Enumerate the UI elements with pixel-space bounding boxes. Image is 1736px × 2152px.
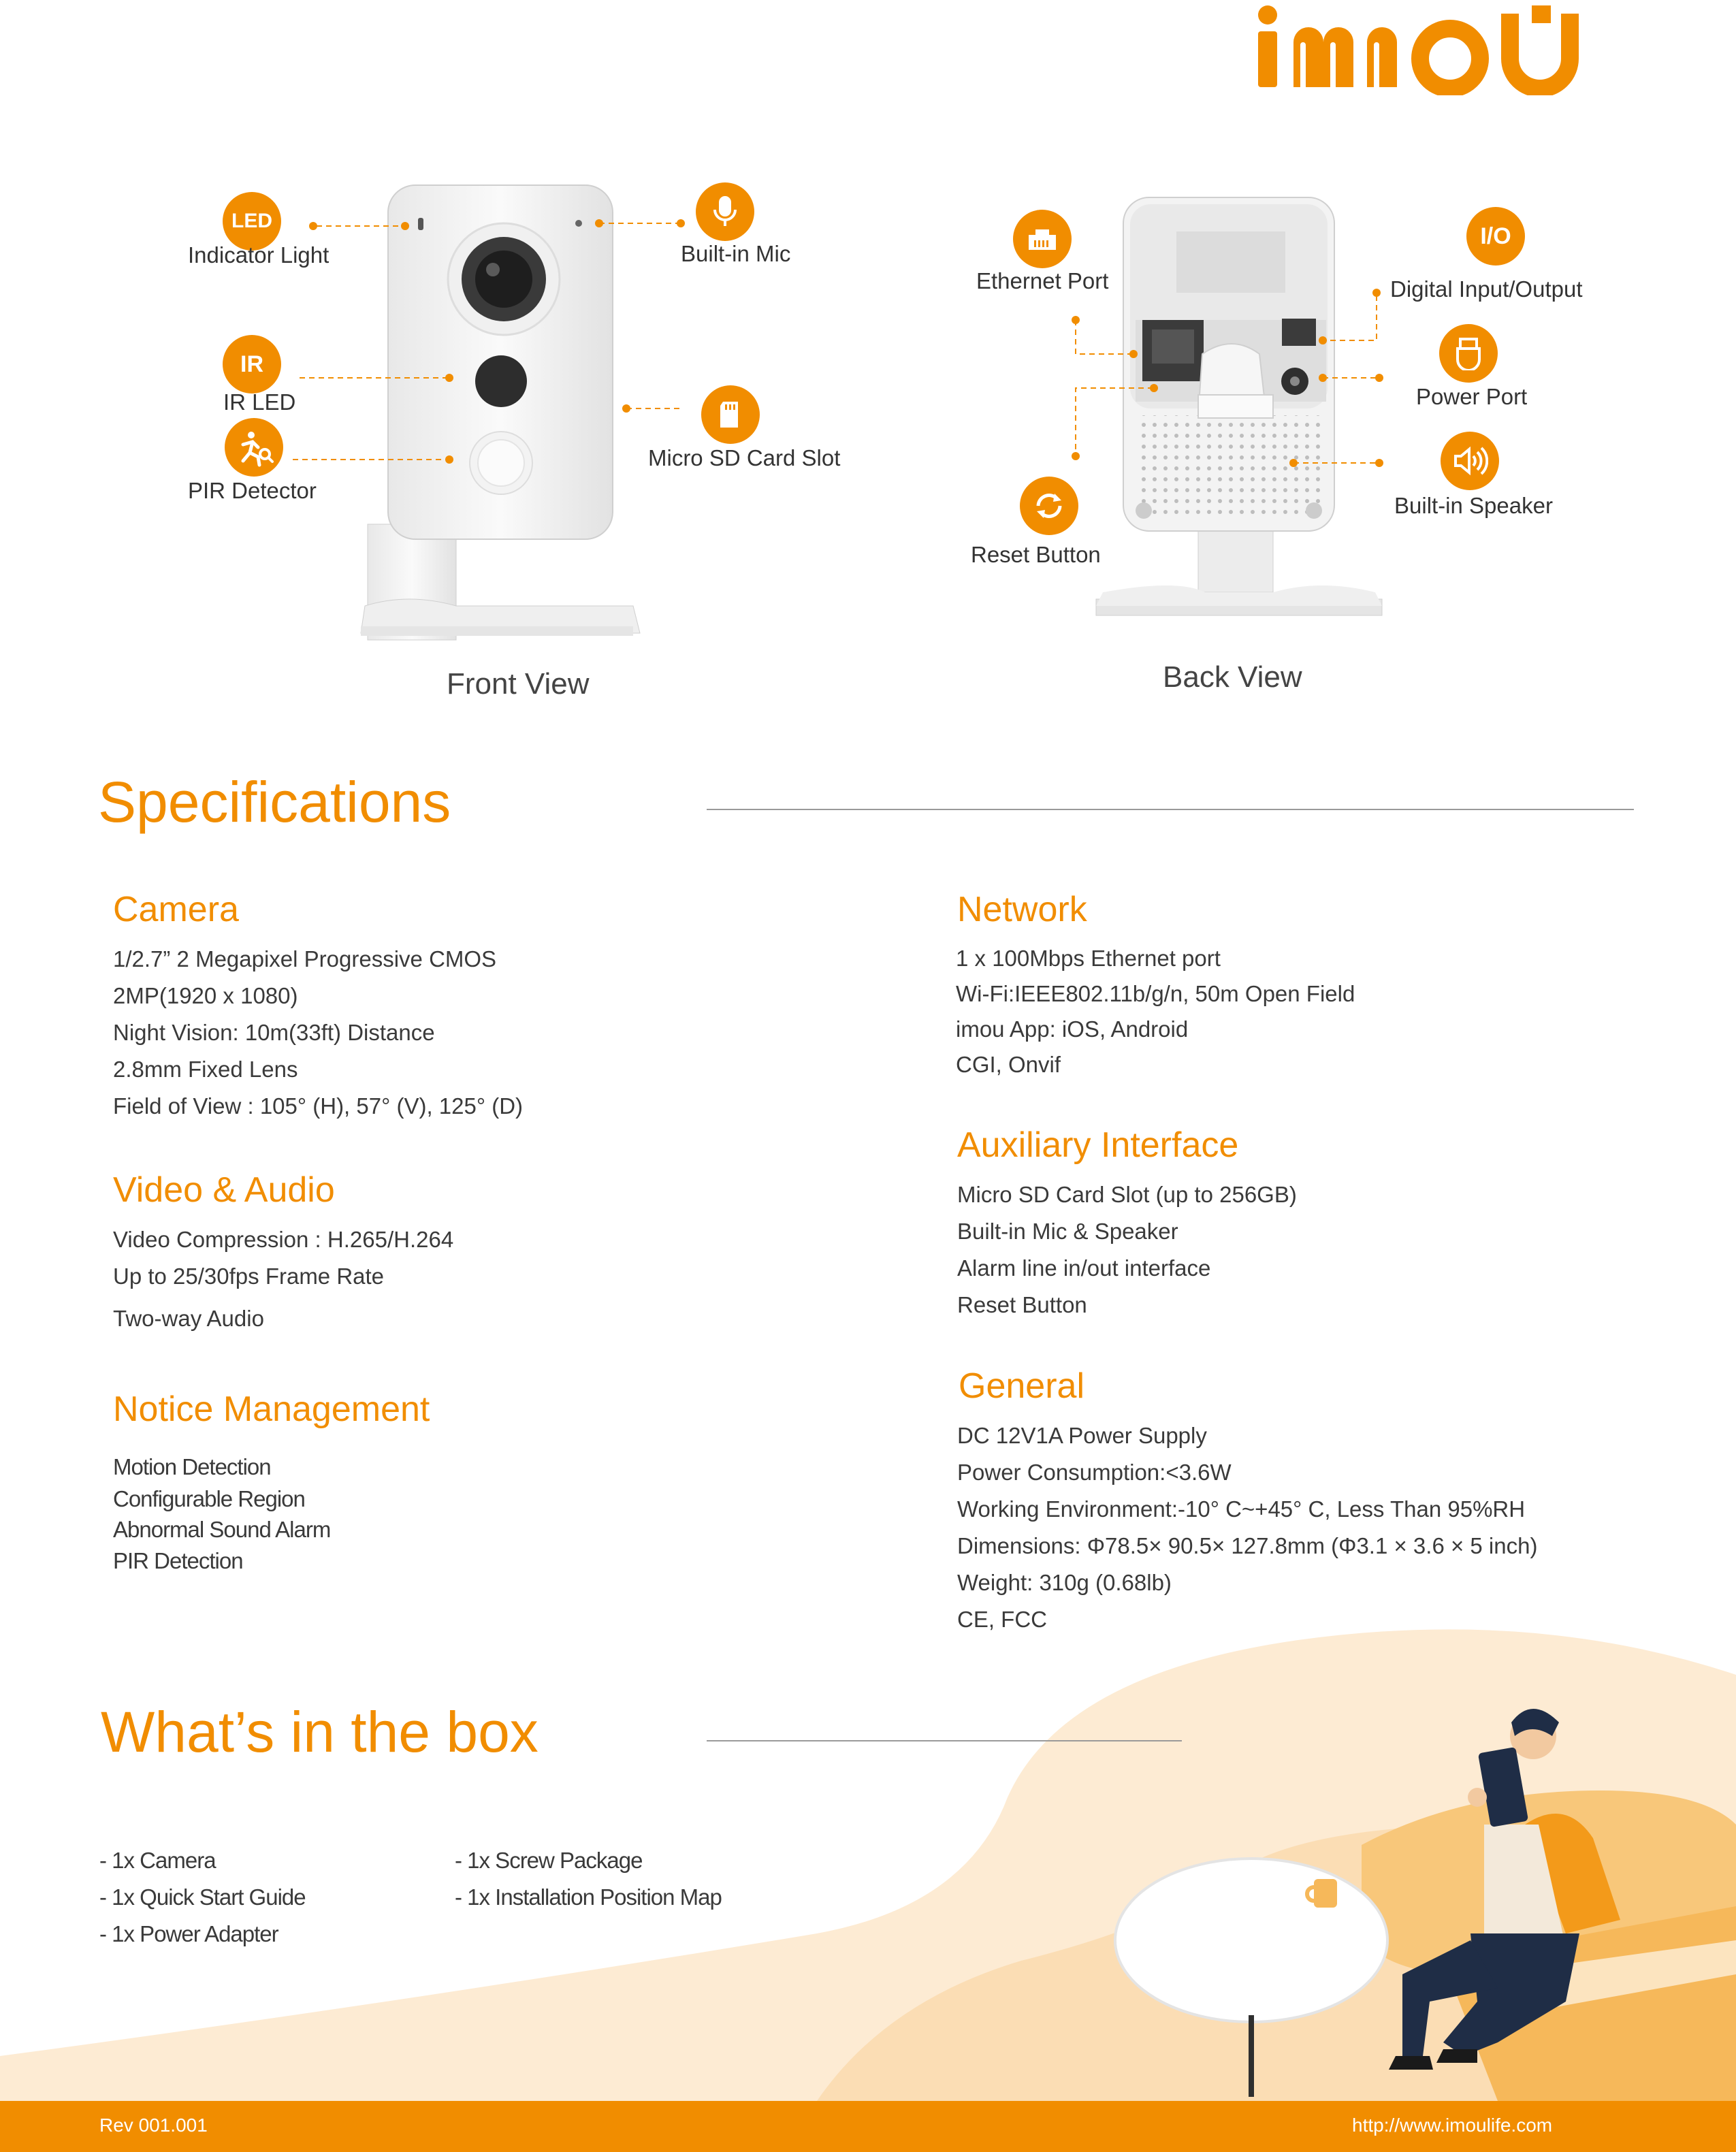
list-item: - 1x Installation Position Map <box>455 1884 722 1910</box>
notice-heading: Notice Management <box>113 1390 430 1429</box>
list-item: Abnormal Sound Alarm <box>113 1517 331 1542</box>
list-item: Micro SD Card Slot (up to 256GB) <box>957 1182 1297 1207</box>
power-port-label: Power Port <box>1416 384 1528 409</box>
back-view-illustration <box>1062 191 1389 626</box>
list-item: Motion Detection <box>113 1454 271 1479</box>
specifications-title: Specifications <box>98 770 451 834</box>
list-item: Built-in Mic & Speaker <box>957 1219 1178 1244</box>
list-item: 1/2.7” 2 Megapixel Progressive CMOS <box>113 946 497 971</box>
camera-heading: Camera <box>113 890 239 929</box>
led-badge-icon: LED <box>223 192 281 251</box>
list-item: Power Consumption:<3.6W <box>957 1460 1232 1485</box>
list-item: DC 12V1A Power Supply <box>957 1423 1207 1448</box>
list-item: Wi-Fi:IEEE802.11b/g/n, 50m Open Field <box>956 981 1355 1006</box>
list-item: - 1x Power Adapter <box>99 1921 278 1946</box>
list-item: Weight: 310g (0.68lb) <box>957 1570 1172 1595</box>
ethernet-port-label: Ethernet Port <box>976 268 1109 293</box>
list-item: Video Compression : H.265/H.264 <box>113 1227 454 1252</box>
ethernet-port-icon <box>1013 210 1072 268</box>
website-link[interactable]: http://www.imoulife.com <box>1352 2115 1553 2136</box>
list-item: Up to 25/30fps Frame Rate <box>113 1264 385 1289</box>
power-port-icon <box>1439 324 1498 383</box>
list-item: imou App: iOS, Android <box>956 1016 1189 1042</box>
micro-sd-label: Micro SD Card Slot <box>648 445 841 470</box>
list-item: 2.8mm Fixed Lens <box>113 1057 298 1082</box>
general-heading: General <box>959 1366 1084 1406</box>
footer-bar <box>0 2101 1736 2152</box>
list-item: Working Environment:-10° C~+45° C, Less Than 95%RH <box>957 1496 1526 1522</box>
revision-label: Rev 001.001 <box>99 2115 208 2136</box>
ir-led-label: IR LED <box>223 389 296 415</box>
imou-logo <box>1253 0 1634 95</box>
front-view-label: Front View <box>447 667 590 701</box>
box-list-col2 <box>455 1842 722 1916</box>
sd-card-icon <box>701 385 760 444</box>
box-title: What’s in the box <box>101 1700 539 1764</box>
list-item: - 1x Screw Package <box>455 1848 643 1873</box>
list-item: - 1x Camera <box>99 1848 216 1873</box>
reset-icon <box>1020 477 1078 535</box>
list-item: - 1x Quick Start Guide <box>99 1884 306 1910</box>
auxiliary-spec-list <box>957 1176 1297 1323</box>
list-item: CGI, Onvif <box>956 1052 1061 1077</box>
indicator-light-label: Indicator Light <box>188 242 329 268</box>
pir-detector-label: PIR Detector <box>188 478 317 503</box>
microphone-icon <box>696 182 754 241</box>
camera-spec-list <box>113 941 523 1125</box>
list-item: Dimensions: Φ78.5× 90.5× 127.8mm (Φ3.1 × 3.6 × 5 inch) <box>957 1533 1538 1558</box>
list-item: Field of View : 105° (H), 57° (V), 125° (D) <box>113 1093 524 1119</box>
specifications-rule <box>707 809 1634 810</box>
pir-detector-icon <box>225 418 283 477</box>
built-in-mic-label: Built-in Mic <box>681 241 791 266</box>
general-spec-list <box>957 1417 1537 1638</box>
list-item: 1 x 100Mbps Ethernet port <box>956 946 1221 971</box>
video-audio-heading: Video & Audio <box>113 1170 335 1210</box>
digital-io-label: Digital Input/Output <box>1390 276 1583 302</box>
list-item: Two-way Audio <box>113 1306 264 1331</box>
list-item: Reset Button <box>957 1292 1087 1317</box>
reset-button-label: Reset Button <box>971 542 1101 567</box>
ir-badge-icon: IR <box>223 335 281 394</box>
box-rule <box>707 1740 1182 1741</box>
video-audio-spec-list <box>113 1221 453 1337</box>
box-list-col1 <box>99 1842 306 1953</box>
built-in-speaker-label: Built-in Speaker <box>1394 493 1553 518</box>
notice-spec-list <box>113 1450 330 1577</box>
back-view-label: Back View <box>1163 660 1302 694</box>
io-badge-icon: I/O <box>1466 207 1525 266</box>
auxiliary-heading: Auxiliary Interface <box>957 1125 1239 1165</box>
list-item: CE, FCC <box>957 1607 1047 1632</box>
speaker-icon <box>1441 432 1499 490</box>
list-item: Alarm line in/out interface <box>957 1255 1211 1281</box>
list-item: 2MP(1920 x 1080) <box>113 983 298 1008</box>
network-heading: Network <box>957 890 1087 929</box>
list-item: Night Vision: 10m(33ft) Distance <box>113 1020 435 1045</box>
list-item: Configurable Region <box>113 1486 305 1511</box>
network-spec-list <box>956 941 1355 1082</box>
list-item: PIR Detection <box>113 1548 243 1573</box>
